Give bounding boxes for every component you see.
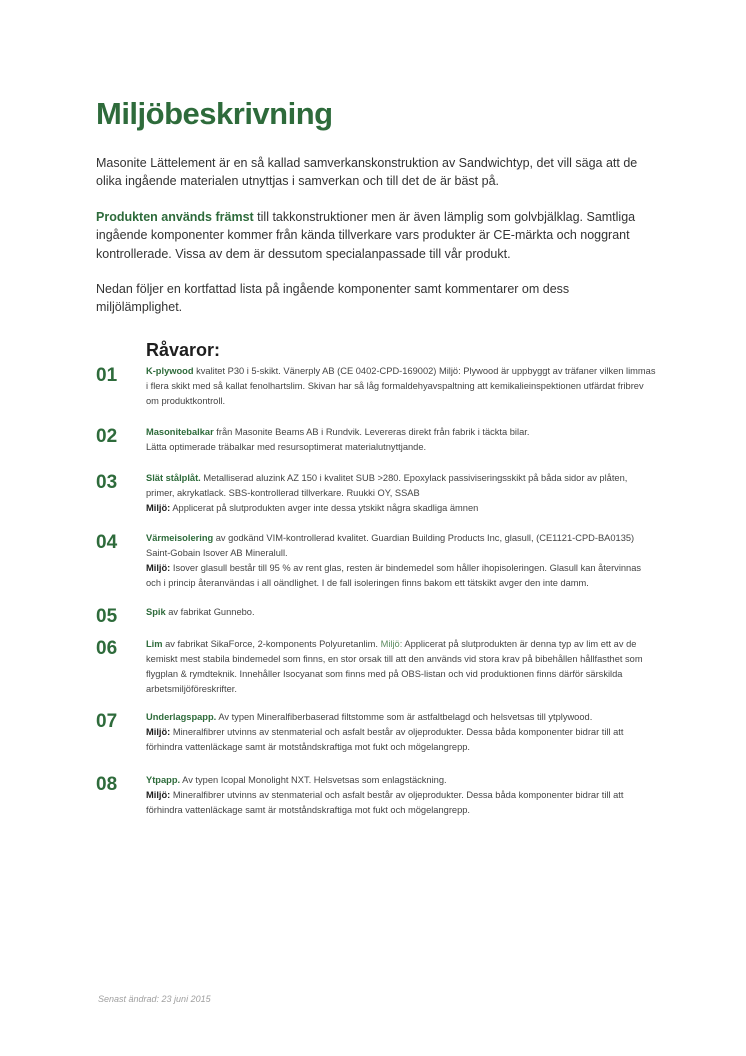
item-text: från Masonite Beams AB i Rundvik. Levereras direkt från fabrik i täckta bilar. (213, 427, 530, 437)
environment-text: Isover glasull består till 95 % av rent glas, resten är bindemedel som håller ihopisoleringen. Glasull kan återvinnas och i princip återanvändas i all oändlighet. I de fall isoleringen finns bakom ett tätskikt avger den inte damm. (146, 563, 642, 588)
item-number: 08 (96, 774, 118, 795)
item-name: Värmeisolering (146, 533, 214, 543)
component-item (96, 710, 656, 755)
environment-text: Applicerat på slutprodukten avger inte dessa ytskikt några skadliga ämnen (170, 503, 479, 513)
environment-label: Miljö: (378, 639, 403, 649)
item-name: Masonitebalkar (146, 427, 214, 437)
item-name: Slät stålplåt. (146, 473, 201, 483)
component-item (96, 425, 656, 455)
item-body (146, 425, 656, 455)
component-item (96, 773, 656, 818)
item-body (146, 773, 656, 818)
item-body (146, 710, 656, 755)
environment-text: Mineralfibrer utvinns av stenmaterial och asfalt består av oljeprodukter. Dessa båda komponenter bidrar till att förhindra vattenläckage samt är motståndskraftiga mot fukt och mögelangrepp. (146, 727, 624, 752)
item-body (146, 471, 656, 516)
item-text: kvalitet P30 i 5-skikt. Vänerply AB (CE 0402-CPD-169002) Miljö: Plywood är uppbyggt av träfaner vilken limmas i flera skikt med så kallat fenolhartslim. Skivan har så låg formaldehyavspaltning att kemikalieinspektionen utfärdat fribrev om produktkontroll. (146, 366, 656, 406)
component-item (96, 364, 656, 409)
item-name: K-plywood (146, 366, 194, 376)
intro (96, 154, 656, 334)
item-number: 06 (96, 638, 118, 659)
item-name: Underlagspapp. (146, 712, 217, 722)
item-text: av fabrikat Gunnebo. (165, 607, 255, 617)
component-item (96, 605, 656, 627)
item-number: 01 (96, 365, 118, 386)
item-text: Metalliserad aluzink AZ 150 i kvalitet SUB >280. Epoxylack passiviseringsskikt på båda sidor av plåten, primer, akrykatlack. SBS-kontrollerad tillverkare. Ruukki OY, SSAB (146, 473, 628, 498)
environment-label: Miljö: (146, 503, 171, 513)
item-body (146, 364, 656, 409)
item-number: 05 (96, 606, 118, 627)
item-body (146, 637, 656, 697)
item-name: Lim (146, 639, 163, 649)
section-heading: Råvaror: (146, 340, 221, 360)
item-number: 07 (96, 711, 118, 732)
component-item (96, 471, 656, 516)
item-text: Av typen Mineralfiberbaserad filtstomme som är astfaltbelagd och helsvetsas till ytplywood. (216, 712, 593, 722)
intro-highlight: Produkten används främst (96, 209, 254, 224)
item-body (146, 531, 656, 591)
environment-label: Miljö: (146, 727, 171, 737)
item-number: 02 (96, 426, 118, 447)
component-item (96, 637, 656, 697)
page-title: Miljöbeskrivning (96, 96, 333, 131)
item-text: av fabrikat SikaForce, 2-komponents Polyuretanlim. (162, 639, 379, 649)
intro-paragraph-2-text: till takkonstruktioner men är även lämplig som golvbjälklag. Samtliga ingående komponenter kommer från kända tillverkare vars produkter är CE-märkta och noggrant kontrollerade. Vissa av dem är dessutom specialanpassade till vår produkt. (96, 209, 636, 261)
intro-paragraph-3: Nedan följer en kortfattad lista på ingående komponenter samt kommentarer om dess miljölämplighet. (96, 282, 570, 315)
item-text-line-2: Lätta optimerade träbalkar med resursoptimerat materialutnyttjande. (146, 442, 427, 452)
environment-label: Miljö: (146, 563, 171, 573)
item-number: 03 (96, 472, 118, 493)
item-body (146, 605, 656, 620)
environment-text: Applicerat på slutprodukten är denna typ av lim ett av de kemiskt mest stabila bindemedel som finns, en stor orsak till att den används vid stora krav på bibehållen hållfasthet som flygplan & rymdteknik. Innehåller Isocyanat som finns med på OBS-listan och vid produktionen finns därför särskilda arbetsmiljöföreskrifter. (146, 639, 643, 694)
item-number: 04 (96, 532, 118, 553)
item-text: av godkänd VIM-kontrollerad kvalitet. Guardian Building Products Inc, glasull, (CE1121-CPD-BA0135) Saint-Gobain Isover AB Mineralull. (146, 533, 635, 558)
intro-paragraph-2 (96, 208, 656, 263)
environment-label: Miljö: (146, 790, 171, 800)
last-modified-footer: Senast ändrad: 23 juni 2015 (98, 994, 211, 1004)
intro-paragraph-1: Masonite Lättelement är en så kallad samverkanskonstruktion av Sandwichtyp, det vill säga att de olika ingående materialen utnyttjas i samverkan och till det de är bäst på. (96, 156, 638, 189)
item-name: Ytpapp. (146, 775, 181, 785)
environment-text: Mineralfibrer utvinns av stenmaterial och asfalt består av oljeprodukter. Dessa båda komponenter bidrar till att förhindra vattenläckage samt är motståndskraftiga mot fukt och mögelangrepp. (146, 790, 624, 815)
item-name: Spik (146, 607, 166, 617)
item-text: Av typen Icopal Monolight NXT. Helsvetsas som enlagstäckning. (180, 775, 447, 785)
component-item (96, 531, 656, 591)
